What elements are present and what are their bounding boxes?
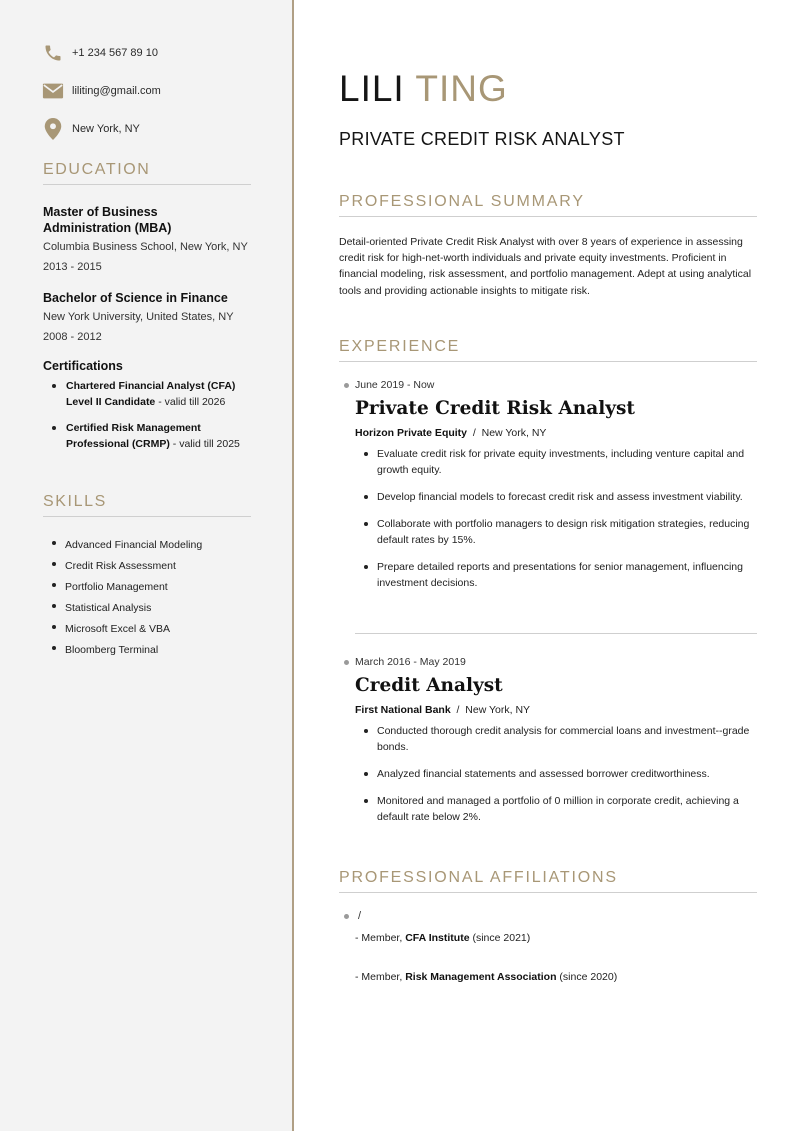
list-item: Develop financial models to forecast credit risk and assess investment viability. xyxy=(361,489,753,505)
candidate-name xyxy=(339,68,508,110)
list-item: Conducted thorough credit analysis for commercial loans and investment--grade bonds. xyxy=(361,723,753,756)
cert-note: - valid till 2025 xyxy=(169,438,240,450)
affiliation-bullet-dot xyxy=(344,914,349,919)
company-name: Horizon Private Equity xyxy=(355,427,468,439)
affiliation-since: (since 2020) xyxy=(556,971,618,983)
phone-icon xyxy=(42,42,64,64)
email-icon xyxy=(42,80,64,102)
first-name: LILI xyxy=(339,68,405,109)
experience-entry xyxy=(339,379,769,602)
list-item xyxy=(52,420,262,452)
list-item: Portfolio Management xyxy=(52,577,202,598)
contact-phone xyxy=(42,42,158,64)
job-dates: June 2019 - Now xyxy=(339,379,769,391)
certifications-heading: Certifications xyxy=(43,359,123,373)
affiliation-item xyxy=(355,932,530,944)
location-pin-icon xyxy=(42,118,64,140)
cert-name: Chartered Financial Analyst (CFA) Level II Candidate xyxy=(66,380,236,408)
affiliation-org: Risk Management Association xyxy=(405,971,557,983)
school: Columbia Business School, New York, NY xyxy=(43,241,248,253)
summary-text: Detail-oriented Private Credit Risk Analyst with over 8 years of experience in assessing credit risk for high-net-worth individuals and private equity investments. Proficient in financial modeling, risk assessment, and portfolio management. Adept at using analytical tools and providing actionable insights to mitigate risk. xyxy=(339,236,752,297)
job-role: Credit Analyst xyxy=(355,675,503,696)
sidebar xyxy=(0,0,294,1131)
job-bullets xyxy=(361,723,753,825)
job-dates: March 2016 - May 2019 xyxy=(339,656,769,668)
cert-note: - valid till 2026 xyxy=(155,396,226,408)
affiliation-prefix: - Member, xyxy=(355,932,406,944)
skills-list xyxy=(52,535,202,661)
summary-heading: PROFESSIONAL SUMMARY xyxy=(339,193,757,217)
list-item: Prepare detailed reports and presentations for senior management, influencing investment decisions. xyxy=(361,559,753,592)
cert-name: Certified Risk Management Professional (CRMP) xyxy=(66,422,201,450)
phone-text[interactable]: +1 234 567 89 10 xyxy=(72,47,158,59)
degree: Bachelor of Science in Finance xyxy=(43,291,228,305)
years: 2013 - 2015 xyxy=(43,261,102,273)
affiliations-heading: PROFESSIONAL AFFILIATIONS xyxy=(339,869,757,893)
affiliation-prefix: - Member, xyxy=(355,971,406,983)
list-item: Bloomberg Terminal xyxy=(52,640,202,661)
affiliation-org: CFA Institute xyxy=(405,932,470,944)
job-bullets xyxy=(361,446,753,592)
list-item: Monitored and managed a portfolio of 0 million in corporate credit, achieving a default rate below 2%. xyxy=(361,793,753,826)
job-company: Horizon Private Equity / New York, NY xyxy=(355,427,547,439)
affiliation-since: (since 2021) xyxy=(469,932,531,944)
years: 2008 - 2012 xyxy=(43,331,102,343)
list-item: Analyzed financial statements and assessed borrower creditworthiness. xyxy=(361,766,753,782)
company-location: New York, NY xyxy=(481,427,547,439)
list-item: Collaborate with portfolio managers to design risk mitigation strategies, reducing default rates by 15%. xyxy=(361,516,753,549)
last-name: TING xyxy=(415,68,508,109)
job-company: First National Bank / New York, NY xyxy=(355,704,531,716)
list-item: Credit Risk Assessment xyxy=(52,556,202,577)
list-item: Statistical Analysis xyxy=(52,598,202,619)
contact-email xyxy=(42,80,161,102)
list-item: Evaluate credit risk for private equity investments, including venture capital and growth equity. xyxy=(361,446,753,479)
experience-entry xyxy=(339,656,769,836)
affiliation-item xyxy=(355,971,617,983)
certifications-list xyxy=(52,378,262,462)
skills-heading: SKILLS xyxy=(43,493,251,517)
education-item xyxy=(43,290,258,345)
company-name: First National Bank xyxy=(355,704,451,716)
list-item: Microsoft Excel & VBA xyxy=(52,619,202,640)
degree: Master of Business Administration (MBA) xyxy=(43,205,172,235)
list-item: Advanced Financial Modeling xyxy=(52,535,202,556)
education-item xyxy=(43,204,258,275)
education-heading: EDUCATION xyxy=(43,161,251,185)
location-text: New York, NY xyxy=(72,123,140,135)
affiliation-slash: / xyxy=(358,910,362,922)
list-item xyxy=(52,378,262,410)
job-title: PRIVATE CREDIT RISK ANALYST xyxy=(339,129,625,149)
experience-heading: EXPERIENCE xyxy=(339,338,757,362)
school: New York University, United States, NY xyxy=(43,311,234,323)
job-role: Private Credit Risk Analyst xyxy=(355,398,635,419)
job-divider xyxy=(355,633,757,634)
contact-location xyxy=(42,118,140,140)
email-text[interactable]: liliting@gmail.com xyxy=(72,85,161,97)
company-location: New York, NY xyxy=(465,704,531,716)
